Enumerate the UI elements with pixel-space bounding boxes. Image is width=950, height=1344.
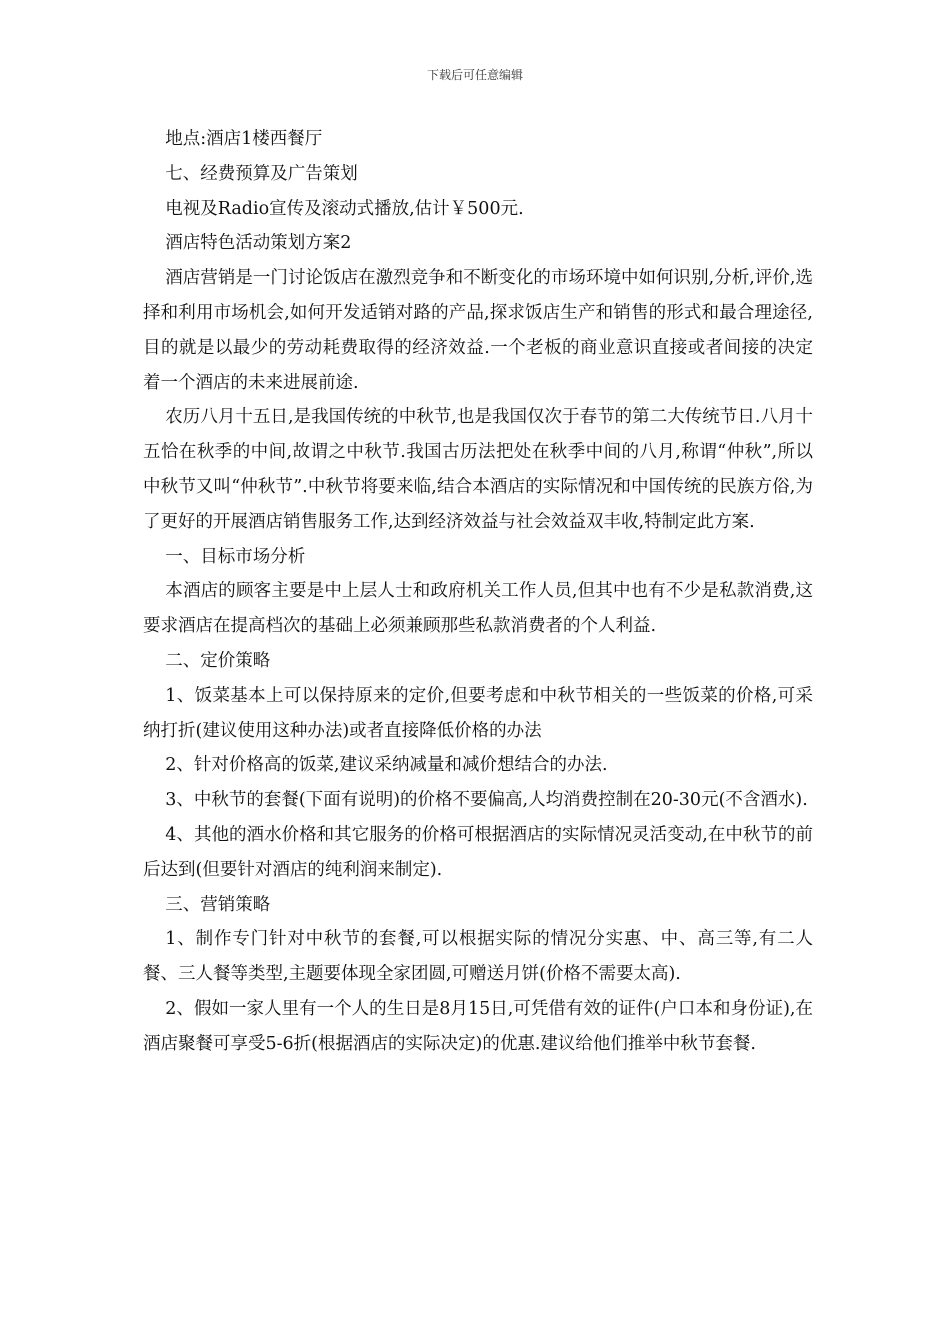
paragraph: 2、针对价格高的饭菜,建议采纳减量和减价想结合的办法.: [165, 755, 608, 776]
paragraph: 3、中秋节的套餐(下面有说明)的价格不要偏高,人均消费控制在20-30元(不含酒水).: [165, 790, 808, 811]
paragraph: 酒店营销是一门讨论饭店在激烈竞争和不断变化的市场环境中如何识别,分析,评价,选择和利用市场机会,如何开发适销对路的产品,探求饭店生产和销售的形式和最合理途径,目的就是以最少的劳动耗费取得的经济效益.一个老板的商业意识直接或者间接的决定着一个酒店的未来进展前途.: [143, 268, 813, 393]
paragraph: 农历八月十五日,是我国传统的中秋节,也是我国仅次于春节的第二大传统节日.八月十五恰在秋季的中间,故谓之中秋节.我国古历法把处在秋季中间的八月,称谓“仲秋”,所以中秋节又叫“仲秋节”.中秋节将要来临,结合本酒店的实际情况和中国传统的民族方俗,为了更好的开展酒店销售服务工作,达到经济效益与社会效益双丰收,特制定此方案.: [143, 407, 813, 532]
paragraph: 一、目标市场分析: [165, 546, 306, 567]
paragraph: 本酒店的顾客主要是中上层人士和政府机关工作人员,但其中也有不少是私款消费,这要求酒店在提高档次的基础上必须兼顾那些私款消费者的个人利益.: [143, 581, 813, 637]
page-header: 下载后可任意编辑: [426, 68, 523, 82]
paragraph: 2、假如一家人里有一个人的生日是8月15日,可凭借有效的证件(户口本和身份证),在酒店聚餐可享受5-6折(根据酒店的实际决定)的优惠.建议给他们推举中秋节套餐.: [143, 998, 813, 1054]
document-body: [143, 122, 813, 1062]
paragraph: 地点:酒店1楼西餐厅: [165, 129, 323, 149]
paragraph: 4、其他的酒水价格和其它服务的价格可根据酒店的实际情况灵活变动,在中秋节的前后达到(但要针对酒店的纯利润来制定).: [143, 824, 813, 880]
paragraph: 1、饭菜基本上可以保持原来的定价,但要考虑和中秋节相关的一些饭菜的价格,可采纳打折(建议使用这种办法)或者直接降低价格的办法: [143, 685, 813, 741]
paragraph: 七、经费预算及广告策划: [165, 163, 358, 184]
paragraph: 1、制作专门针对中秋节的套餐,可以根据实际的情况分实惠、中、高三等,有二人餐、三人餐等类型,主题要体现全家团圆,可赠送月饼(价格不需要太高).: [143, 929, 813, 985]
paragraph: 酒店特色活动策划方案2: [165, 233, 352, 254]
paragraph: 电视及Radio宣传及滚动式播放,估计￥500元.: [165, 198, 524, 219]
paragraph: 三、营销策略: [165, 894, 271, 915]
paragraph: 二、定价策略: [165, 650, 271, 671]
